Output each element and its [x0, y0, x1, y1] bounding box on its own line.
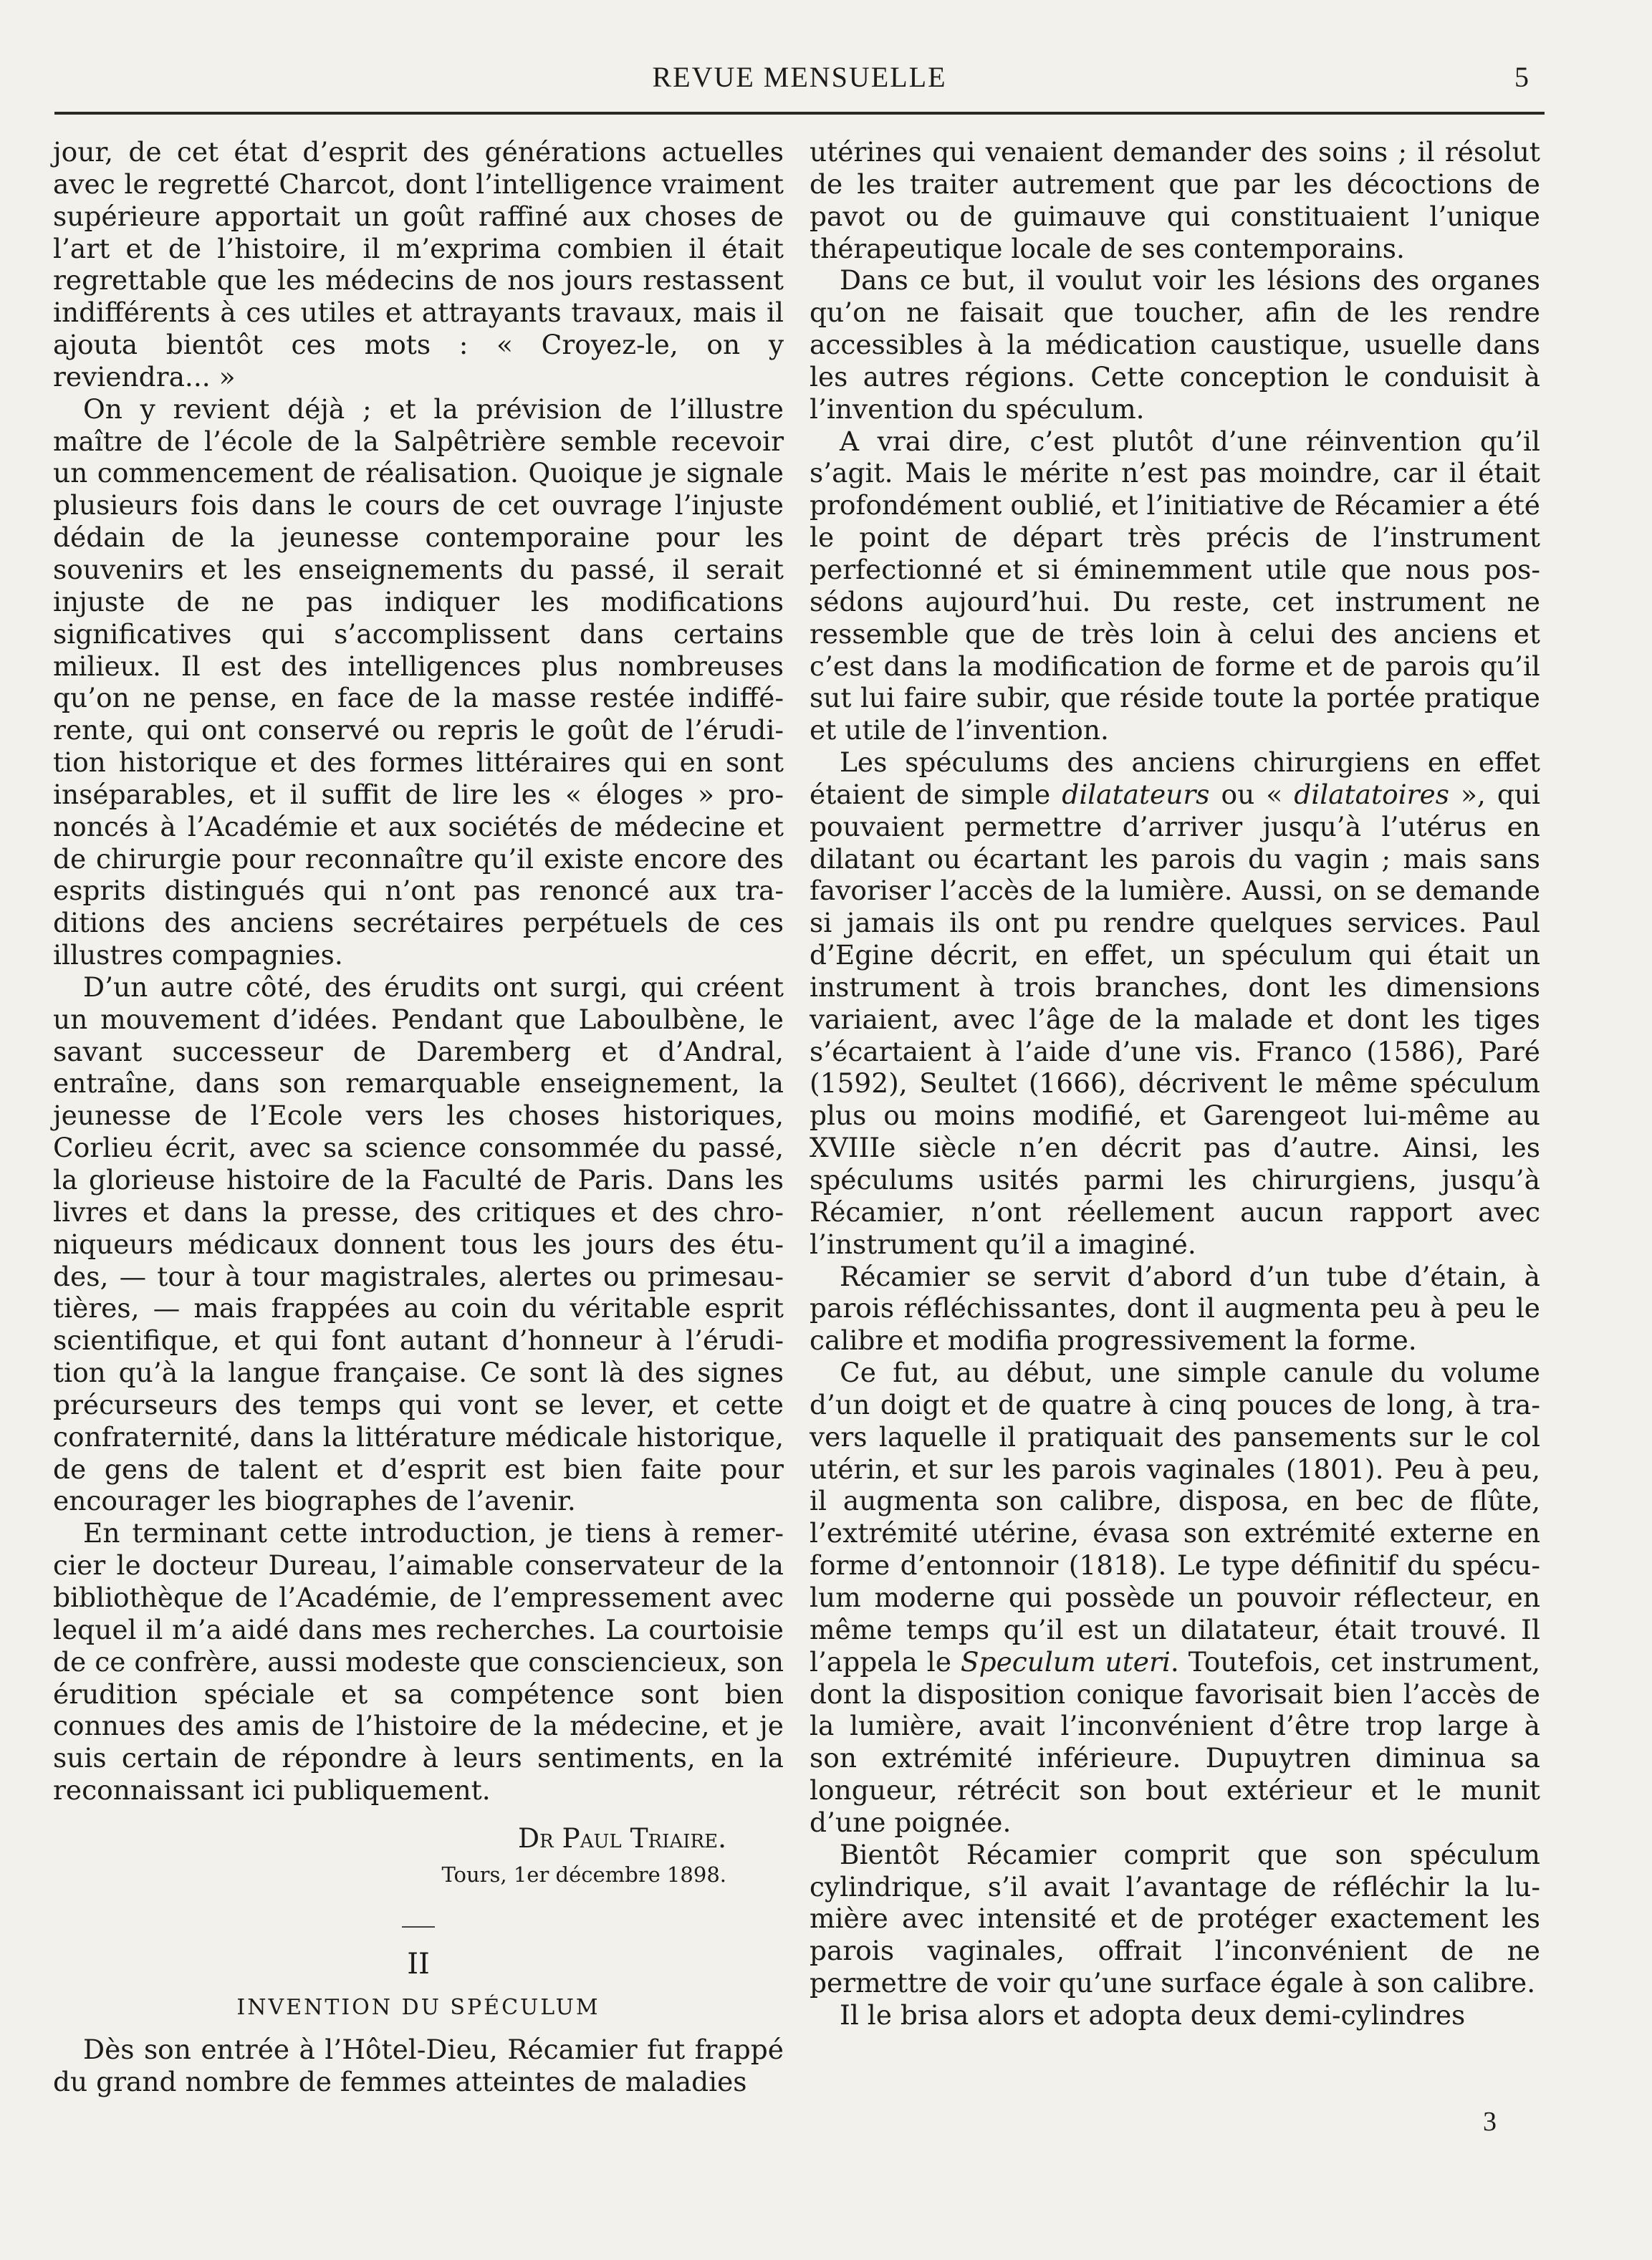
text-run: Ce fut, au début, une simple canule du volume d’un doigt et de quatre à cinq pouces de long, à travers laquelle il pratiquait des pansements sur le col utérin, et sur les parois vaginales (1801). Peu à peu, il augmenta son calibre, disposa, en bec de flûte, l’extrémité utérine, évasa son extrémité externe en forme d’entonnoir (1818). Le type définitif du spéculum moderne qui possède un pouvoir réflecteur, en même temps qu’il est un dilatateur, était trouvé. Il l’appela le [810, 1357, 1540, 1678]
paragraph: Récamier se servit d’abord d’un tube d’étain, à parois réfléchissantes, dont il augmenta peu à peu le calibre et modifia progressivement la forme. [810, 1260, 1540, 1357]
paragraph: On y revient déjà ; et la prévision de l’illustre maître de l’école de la Salpêtrière semble recevoir un commencement de réalisation. Quoique je signale plusieurs fois dans le cours de cet ouvrage l’injuste dédain de la jeunesse contemporaine pour les souvenirs et les enseignements du passé, il serait injuste de ne pas indiquer les modifications significatives qui s’accomplissent dans certains milieux. Il est des intelligences plus nombreuses qu’on ne pense, en face de la masse restée indifférente, qui ont conservé ou repris le goût de l’érudition historique et des formes littéraires qui en sont inséparables, et il suffit de lire les « éloges » prononcés à l’Académie et aux sociétés de médecine et de chirurgie pour reconnaître qu’il existe encore des esprits distingués qui n’ont pas renoncé aux traditions des anciens secrétaires perpétuels de ces illustres compagnies. [53, 393, 784, 971]
italic-term: Speculum uteri [960, 1645, 1171, 1678]
header-rule [54, 112, 1545, 115]
section-separator [402, 1926, 435, 1928]
paragraph: Bientôt Récamier comprit que son spéculum cylindrique, s’il avait l’avantage de réfléchir la lumière avec intensité et de protéger exactement les parois vaginales, offrait l’inconvénient de ne permettre de voir qu’une surface égale à son calibre. [810, 1838, 1540, 1999]
paragraph [810, 746, 1540, 1261]
text-run: ou « [1209, 778, 1295, 810]
paragraph: D’un autre côté, des érudits ont surgi, qui créent un mouvement d’idées. Pendant que Laboulbène, le savant successeur de Daremberg et d’Andral, entraîne, dans son remarquable enseignement, la jeunesse de l’Ecole vers les choses historiques, Corlieu écrit, avec sa science consommée du passé, la glorieuse histoire de la Faculté de Paris. Dans les livres et dans la presse, des critiques et des chroniqueurs médicaux donnent tous les jours des études, — tour à tour magistrales, alertes ou primesautières, — mais frappées au coin du véritable esprit scientifique, et qui font autant d’honneur à l’érudition qu’à la langue française. Ce sont là des signes précurseurs des temps qui vont se lever, et cette confraternité, dans la littérature médicale historique, de gens de talent et d’esprit est bien faite pour encourager les biographes de l’avenir. [53, 971, 784, 1517]
author-signature: Dr Paul Triaire. [517, 1822, 726, 1854]
text-run: Les spéculums des anciens chirurgiens en effet étaient de simple [810, 746, 1540, 810]
right-column [810, 136, 1540, 2031]
italic-term: dilatateurs [1062, 778, 1210, 810]
italic-term: dilatatoires [1294, 778, 1449, 810]
page-header [54, 54, 1545, 97]
paragraph: Il le brisa alors et adopta deux demi-cylindres [840, 1999, 1466, 2031]
paragraph: utérines qui venaient demander des soins ; il résolut de les traiter autrement que par les décoctions de pavot ou de guimauve qui constituaient l’unique thérapeutique locale de ses contemporains. [810, 136, 1540, 264]
paragraph: A vrai dire, c’est plutôt d’une réinvention qu’il s’agit. Mais le mérite n’est pas moindre, car il était profondément oublié, et l’initiative de Récamier a été le point de départ très précis de l’instrument perfectionné et si éminemment utile que nous possédons aujourd’hui. Du reste, cet instrument ne ressemble que de très loin à celui des anciens et c’est dans la modification de forme et de parois qu’il sut lui faire subir, que réside toute la portée pratique et utile de l’invention. [810, 425, 1540, 746]
signature-mark: 3 [1483, 2107, 1497, 2137]
paragraph [810, 1357, 1540, 1839]
section-title: INVENTION DU SPÉCULUM [236, 1994, 600, 2020]
section-number: II [407, 1947, 430, 1981]
dateline: Tours, 1er décembre 1898. [441, 1862, 726, 1887]
text-run: », qui pouvaient permettre d’arriver jusqu’à l’utérus en dilatant ou écartant les parois du vagin ; mais sans favoriser l’accès de la lumière. Aussi, on se demande si jamais ils ont pu rendre quelques services. Paul d’Egine décrit, en effet, un spéculum qui était un instrument à trois branches, dont les dimensions variaient, avec l’âge de la malade et dont les tiges s’écartaient à l’aide d’une vis. Franco (1586), Paré (1592), Seultet (1666), décrivent le même spéculum plus ou moins modifié, et Garengeot lui-même au XVIIIe siècle n’en décrit pas d’autre. Ainsi, les spéculums usités parmi les chirurgiens, jusqu’à Récamier, n’ont réellement aucun rapport avec l’instrument qu’il a imaginé. [810, 778, 1540, 1260]
running-title: REVUE MENSUELLE [652, 61, 947, 93]
left-column [53, 136, 784, 2097]
paragraph: Dès son entrée à l’Hôtel-Dieu, Récamier fut frappé du grand nombre de femmes atteintes de maladies [53, 2033, 784, 2097]
paragraph: Dans ce but, il voulut voir les lésions des organes qu’on ne faisait que toucher, afin de les rendre accessibles à la médication caustique, usuelle dans les autres régions. Cette conception le conduisit à l’invention du spéculum. [810, 264, 1540, 425]
paragraph: jour, de cet état d’esprit des générations actuelles avec le regretté Charcot, dont l’intelligence vraiment supérieure apportait un goût raffiné aux choses de l’art et de l’histoire, il m’exprima combien il était regrettable que les médecins de nos jours restassent indifférents à ces utiles et attrayants travaux, mais il ajouta bientôt ces mots : « Croyez-le, on y reviendra... » [53, 136, 784, 393]
text-run: . Toutefois, cet instrument, dont la disposition conique favorisait bien l’accès de la lumière, avait l’inconvénient d’être trop large à son extrémité inférieure. Dupuytren diminua sa longueur, rétrécit son bout extérieur et le munit d’une poignée. [810, 1645, 1540, 1838]
page-number: 5 [1514, 61, 1529, 93]
paragraph: En terminant cette introduction, je tiens à remercier le docteur Dureau, l’aimable conservateur de la bibliothèque de l’Académie, de l’empressement avec lequel il m’a aidé dans mes recherches. La courtoisie de ce confrère, aussi modeste que consciencieux, son érudition spéciale et sa compétence sont bien connues des amis de l’histoire de la médecine, et je suis certain de répondre à leurs sentiments, en la reconnaissant ici publiquement. [53, 1517, 784, 1807]
